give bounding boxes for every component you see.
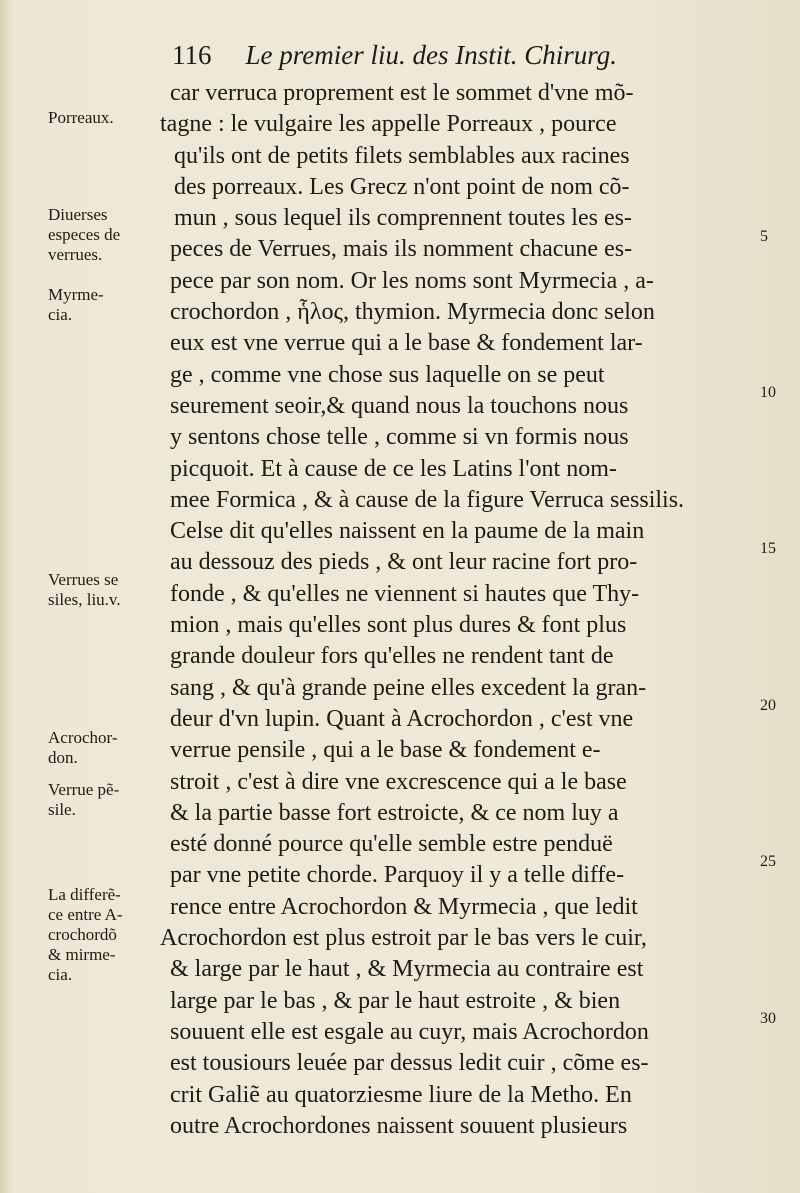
margin-note-line: cia. [48, 965, 73, 984]
margin-note-line: & mirme- [48, 945, 116, 964]
margin-note-difference [48, 885, 158, 985]
margin-note-line: especes de [48, 225, 121, 244]
margin-note-myrmecia [48, 285, 158, 325]
text-line: souuent elle est esgale au cuyr, mais Acrochordon [170, 1018, 649, 1045]
text-line: Acrochordon est plus estroit par le bas vers le cuir, [160, 925, 647, 952]
text-line: picquoit. Et à cause de ce les Latins l'ont nom- [170, 455, 617, 482]
text-line: qu'ils ont de petits filets semblables aux racines [174, 142, 630, 169]
text-line: au dessouz des pieds , & ont leur racine fort pro- [170, 549, 638, 576]
margin-note-line: crochordõ [48, 925, 117, 944]
margin-note-line: Myrme- [48, 285, 104, 304]
text-line: est tousiours leuée par dessus ledit cuir , cõme es- [170, 1050, 649, 1077]
text-line: des porreaux. Les Grecz n'ont point de nom cõ- [174, 173, 630, 200]
page-number: 116 [172, 40, 212, 70]
text-line: deur d'vn lupin. Quant à Acrochordon , c'est vne [170, 705, 634, 732]
text-line: tagne : le vulgaire les appelle Porreaux , pource [160, 111, 617, 138]
margin-note-line: cia. [48, 305, 73, 324]
line-number: 15 [760, 540, 776, 557]
text-line: Celse dit qu'elles naissent en la paume de la main [170, 518, 645, 545]
text-line: ge , comme vne chose sus laquelle on se peut [170, 361, 605, 388]
line-number: 25 [760, 853, 776, 870]
text-line: mee Formica , & à cause de la figure Verruca sessilis. [170, 486, 685, 513]
margin-note-line: Verrue pẽ- [48, 780, 120, 799]
margin-note-acrochordon [48, 728, 158, 768]
text-line: mion , mais qu'elles sont plus dures & font plus [170, 612, 627, 639]
main-text [160, 78, 760, 1142]
margin-note-verrues-sessiles [48, 570, 158, 610]
text-line: large par le bas , & par le haut estroite , & bien [170, 987, 621, 1014]
margin-note-line: Porreaux. [48, 108, 114, 127]
text-line: crochordon , ἧλος, thymion. Myrmecia donc selon [170, 299, 655, 326]
text-line: outre Acrochordones naissent souuent plusieurs [170, 1112, 628, 1139]
text-line: car verruca proprement est le sommet d'vne mõ- [170, 80, 634, 106]
text-line: seurement seoir,& quand nous la touchons nous [170, 392, 629, 419]
text-line: pece par son nom. Or les noms sont Myrmecia , a- [170, 267, 654, 294]
text-line: rence entre Acrochordon & Myrmecia , que ledit [170, 893, 638, 920]
text-line: esté donné pource qu'elle semble estre penduë [170, 831, 613, 858]
margin-note-line: La differẽ- [48, 885, 121, 904]
margin-note-line: sile. [48, 800, 76, 819]
text-line: sang , & qu'à grande peine elles excedent la gran- [170, 674, 647, 701]
text-line: verrue pensile , qui a le base & fondement e- [170, 737, 601, 764]
text-line: y sentons chose telle , comme si vn formis nous [170, 424, 629, 451]
margin-note-diuerses [48, 205, 158, 265]
line-number: 5 [760, 228, 768, 245]
margin-note-line: ce entre A- [48, 905, 123, 924]
text-line: fonde , & qu'elles ne viennent si hautes que Thy- [170, 580, 640, 607]
text-line: & la partie basse fort estroicte, & ce nom luy a [170, 799, 619, 826]
margin-note-porreaux [48, 108, 158, 128]
margin-note-line: don. [48, 748, 78, 767]
text-line: eux est vne verrue qui a le base & fondement lar- [170, 330, 643, 357]
text-line: mun , sous lequel ils comprennent toutes les es- [174, 205, 632, 232]
line-number: 10 [760, 384, 776, 401]
margin-note-line: Diuerses [48, 205, 108, 224]
margin-note-line: verrues. [48, 245, 103, 264]
text-line: grande douleur fors qu'elles ne rendent tant de [170, 643, 614, 670]
line-number: 30 [760, 1010, 776, 1027]
text-line: & large par le haut , & Myrmecia au contraire est [170, 956, 644, 983]
text-line: peces de Verrues, mais ils nomment chacune es- [170, 236, 633, 263]
text-line: stroit , c'est à dire vne excrescence qui a le base [170, 768, 627, 795]
margin-note-verrue-pensile [48, 780, 158, 820]
running-header [172, 40, 772, 71]
margin-note-line: siles, liu.v. [48, 590, 121, 609]
margin-note-line: Acrochor- [48, 728, 118, 747]
text-line: crit Galiẽ au quatorziesme liure de la Metho. En [170, 1081, 632, 1108]
text-line: par vne petite chorde. Parquoy il y a telle diffe- [170, 862, 625, 889]
running-title: Le premier liu. des Instit. Chirurg. [245, 40, 618, 70]
margin-note-line: Verrues se [48, 570, 119, 589]
line-number: 20 [760, 697, 776, 714]
